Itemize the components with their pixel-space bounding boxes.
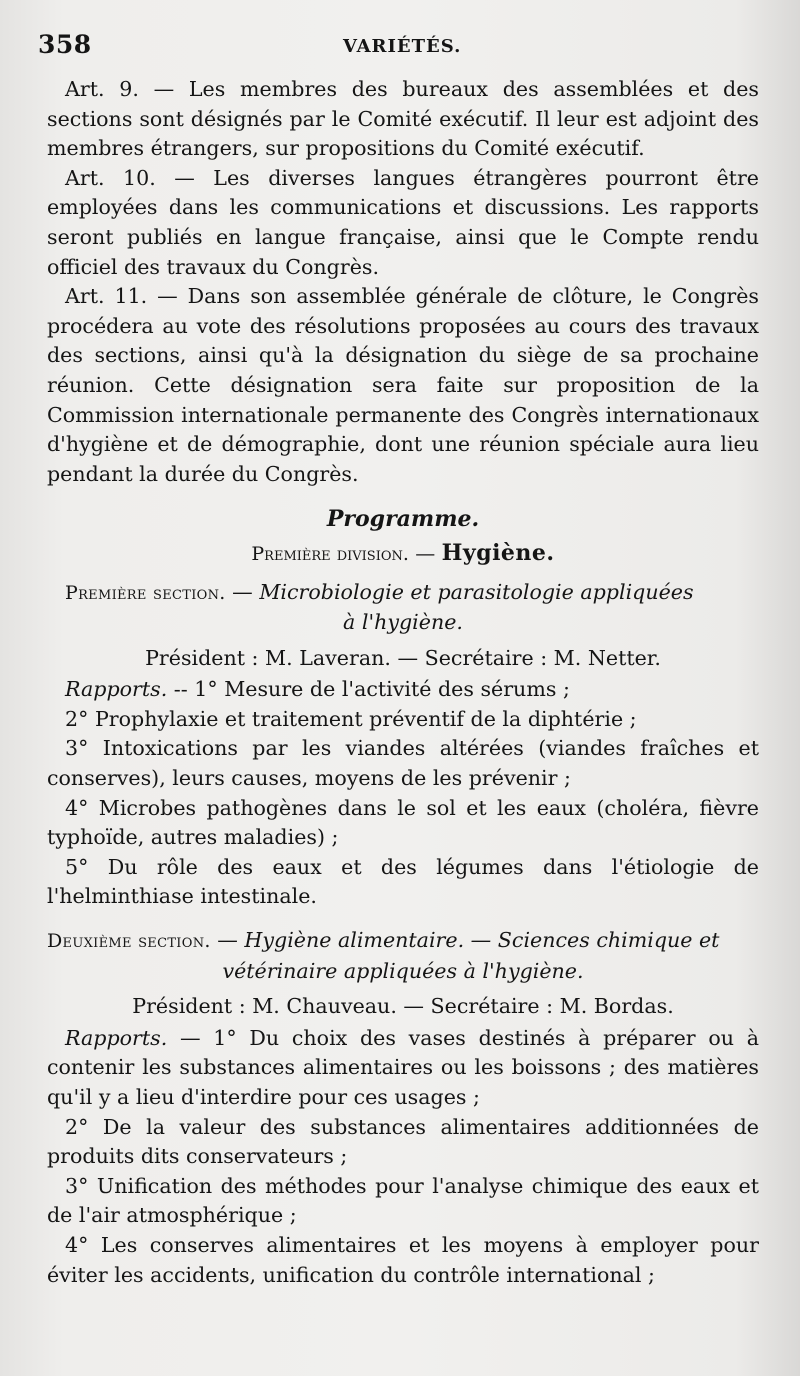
report-item: 4° Microbes pathogènes dans le sol et les eaux (choléra, fièvre typhoïde, autres maladies) ; [47,795,759,850]
report-item: Rapports. — 1° Du choix des vases destinés à préparer ou à contenir les substances alimentaires ou les boissons ; des matières qu'il y a lieu d'interdire pour ces usages ; [47,1025,759,1109]
section-subject-continued: à l'hygiène. [343,610,463,635]
section-2-officers: Président : M. Chauveau. — Secrétaire : M. Bordas. [132,994,674,1019]
article-9 [47,75,759,164]
division-name: Hygiène. [441,539,555,566]
article-10 [47,164,759,282]
division-heading: Première division. — Hygiène. [251,539,555,566]
report-item: 2° De la valeur des substances alimentaires additionnées de produits dits conservateurs ; [47,1114,759,1169]
report-item: Rapports. -- 1° Mesure de l'activité des sérums ; [65,677,570,702]
article-text: — Dans son assemblée générale de clôture, le Congrès procédera au vote des résolutions proposées au cours des travaux des sections, ainsi qu'à la désignation du siège de sa prochaine réunion. Cette désignation sera faite sur proposition de la Commission internationale permanente des Congrès internationaux d'hygiène et de démographie, dont une réunion spéciale aura lieu pendant la durée du Congrès. [47,284,759,486]
page-header [38,30,764,70]
section-1-officers: Président : M. Laveran. — Secrétaire : M. Netter. [145,645,661,670]
section-subject: Hygiène alimentaire. — Sciences chimique et [244,928,720,953]
page-number: 358 [38,30,92,59]
section-1-heading: Première section. — Microbiologie et parasitologie appliquées [65,579,694,604]
article-text: — Les membres des bureaux des assemblées et des sections sont désignés par le Comité exécutif. Il leur est adjoint des membres étrangers, sur propositions du Comité exécutif. [47,77,759,161]
programme-title: Programme. [326,506,480,533]
running-head: VARIÉTÉS. [343,36,462,57]
page-body [47,75,759,1290]
division-label: Première division. [251,542,409,565]
article-label: Art. 11. [65,284,148,309]
section-subject-continued: vétérinaire appliquées à l'hygiène. [222,958,584,983]
article-11 [47,282,759,489]
article-label: Art. 10. [65,165,156,190]
section-2-heading: Deuxième section. — Hygiène alimentaire. — Sciences chimique et [47,928,720,953]
report-item: 4° Les conserves alimentaires et les moyens à employer pour éviter les accidents, unification du contrôle international ; [47,1232,759,1287]
report-item: 2° Prophylaxie et traitement préventif de la diphtérie ; [65,706,637,731]
reports-label: Rapports. [65,677,168,702]
report-item: 3° Unification des méthodes pour l'analyse chimique des eaux et de l'air atmosphérique ; [47,1173,759,1228]
section-label: Deuxième section. [47,930,211,953]
section-label: Première section. [65,581,226,604]
report-item: 3° Intoxications par les viandes altérées (viandes fraîches et conserves), leurs causes, moyens de les prévenir ; [47,736,759,791]
article-text: — Les diverses langues étrangères pourront être employées dans les communications et discussions. Les rapports seront publiés en langue française, ainsi que le Compte rendu officiel des travaux du Congrès. [47,165,759,279]
report-item: 5° Du rôle des eaux et des légumes dans l'étiologie de l'helminthiase intestinale. [47,854,759,909]
section-subject: Microbiologie et parasitologie appliquées [259,579,694,604]
article-label: Art. 9. [65,77,139,101]
reports-label: Rapports. [65,1025,168,1050]
